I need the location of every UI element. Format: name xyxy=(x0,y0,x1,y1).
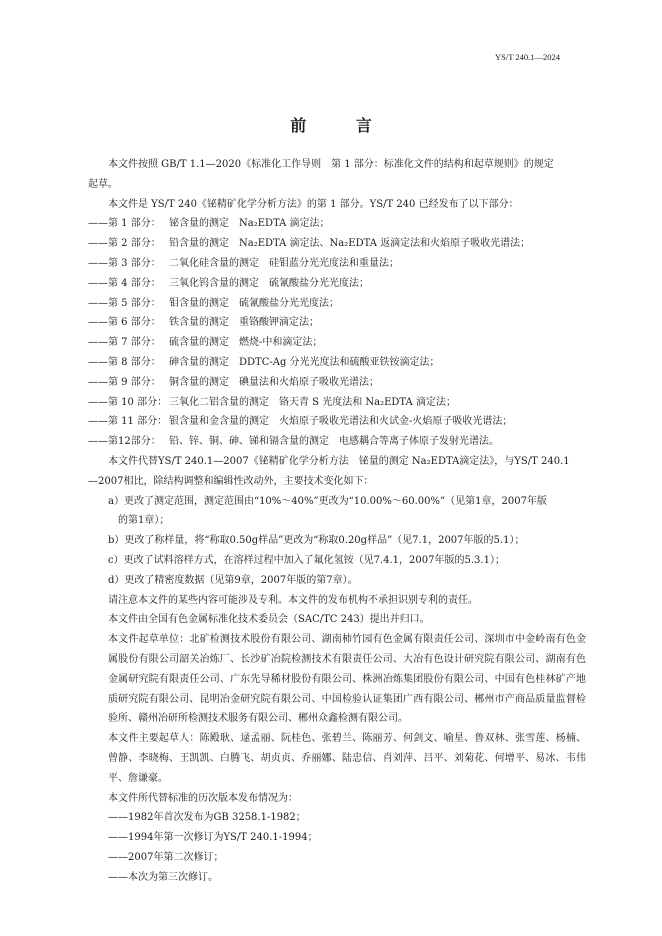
list-item: ——第 1 部分： 铋含量的测定 Na₂EDTA 滴定法； xyxy=(88,218,330,230)
para-drafting-rule-2: 起草。 xyxy=(88,178,118,190)
standard-code: YS/T 240.1—2024 xyxy=(494,52,560,62)
list-item: ——第 2 部分： 铅含量的测定 Na₂EDTA 滴定法、Na₂EDTA 返滴定法和火焰原子吸收光谱法； xyxy=(88,238,531,250)
list-item: ——第 3 部分： 二氧化硅含量的测定 硅钼蓝分光光度法和重量法； xyxy=(88,257,399,269)
change-a-line2: 的第1章）； xyxy=(118,515,170,527)
drafters: 本文件主要起草人：陈殿耿、逯孟丽、阮桂色、张碧兰、陈丽芳、何剑文、喻星、鲁双林、张雪莲、杨楠、曾静、李晓梅、王凯凯、白腾飞、胡贞贞、乔丽娜、陆忠信、肖刘萍、吕平、刘菊花、何增平、易冰、韦伟平、詹谦豪。 xyxy=(108,733,586,784)
list-item: ——第 6 部分： 铁含量的测定 重铬酸钾滴定法； xyxy=(88,317,319,329)
change-d: d）更改了精密度数据（见第9章，2007年版的第7章）。 xyxy=(108,574,358,586)
list-item: ——第12部分： 铅、锌、铜、砷、锑和镉含量的测定 电感耦合等离子体原子发射光谱法。 xyxy=(88,436,499,448)
list-item: ——第 8 部分： 砷含量的测定 DDTC-Ag 分光光度法和硫酸亚铁铵滴定法； xyxy=(88,356,440,368)
para-replaces-2: —2007相比，除结构调整和编辑性改动外，主要技术变化如下： xyxy=(88,475,374,487)
page-title: 前 言 xyxy=(290,116,394,135)
list-item: ——第 9 部分： 铜含量的测定 碘量法和火焰原子吸收光谱法； xyxy=(88,376,379,388)
change-a-line1: a）更改了测定范围，测定范围由“10%～40%”更改为“10.00%～60.00%”（见第1章，2007年版 xyxy=(108,495,547,507)
change-b: b）更改了称样量，将“称取0.50g样品”更改为“称取0.20g样品”（见7.1，2007年版的5.1）； xyxy=(108,535,525,547)
list-item: ——第 4 部分： 三氧化钨含量的测定 硫氰酸盐分光光度法； xyxy=(88,277,369,289)
list-item: ——第 11 部分： 银含量和金含量的测定 火焰原子吸收光谱法和火试金-火焰原子吸收光谱法； xyxy=(88,416,513,428)
history-intro: 本文件所代替标准的历次版本发布情况为： xyxy=(108,792,298,804)
parts-list xyxy=(88,214,586,452)
history-item: ——1982年首次发布为GB 3258.1-1982； xyxy=(108,812,306,824)
patent-notice: 请注意本文件的某些内容可能涉及专利。本文件的发布机构不承担识别专利的责任。 xyxy=(108,594,478,606)
list-item: ——第 5 部分： 钼含量的测定 硫氰酸盐分光光度法； xyxy=(88,297,339,309)
drafting-units: 本文件起草单位：北矿检测技术股份有限公司、湖南柿竹园有色金属有限责任公司、深圳市中金岭南有色金属股份有限公司韶关冶炼厂、长沙矿冶院检测技术有限责任公司、大冶有色设计研究院有限公司、湖南有色金属研究院有限责任公司、广东先导稀材股份有限公司、株洲冶炼集团股份有限公司、中国有色桂林矿产地质研究院有限公司、昆明冶金研究院有限公司、中国检验认证集团广西有限公司、郴州市产商品质量监督检验所、赣州冶研所检测技术服务有限公司、郴州众鑫检测有限公司。 xyxy=(108,634,586,725)
para-replaces-1: 本文件代替YS/T 240.1—2007《铋精矿化学分析方法 铋量的测定 Na₂EDTA滴定法》，与YS/T 240.1 xyxy=(108,455,570,467)
list-item: ——第 10 部分： 三氧化二铝含量的测定 铬天青 S 光度法和 Na₂EDTA 滴定法； xyxy=(88,396,456,408)
history-item: ——1994年第一次修订为YS/T 240.1-1994； xyxy=(108,832,318,844)
para-drafting-rule-1: 本文件按照 GB/T 1.1—2020《标准化工作导则 第 1 部分：标准化文件的结构和起草规则》的规定 xyxy=(108,159,554,170)
proposed-by: 本文件由全国有色金属标准化技术委员会（SAC/TC 243）提出并归口。 xyxy=(108,614,430,626)
list-item: ——第 7 部分： 硫含量的测定 燃烧-中和滴定法； xyxy=(88,337,323,349)
para-series-intro: 本文件是 YS/T 240《铋精矿化学分析方法》的第 1 部分。YS/T 240 已经发布了以下部分： xyxy=(108,198,519,210)
history-item: ——2007年第二次修订； xyxy=(108,851,224,863)
change-c: c）更改了试料溶样方式，在溶样过程中加入了氟化氢铵（见7.4.1，2007年版的5.3.1）； xyxy=(108,554,505,566)
foreword-body xyxy=(88,155,586,887)
history-item: ——本次为第三次修订。 xyxy=(108,871,218,883)
